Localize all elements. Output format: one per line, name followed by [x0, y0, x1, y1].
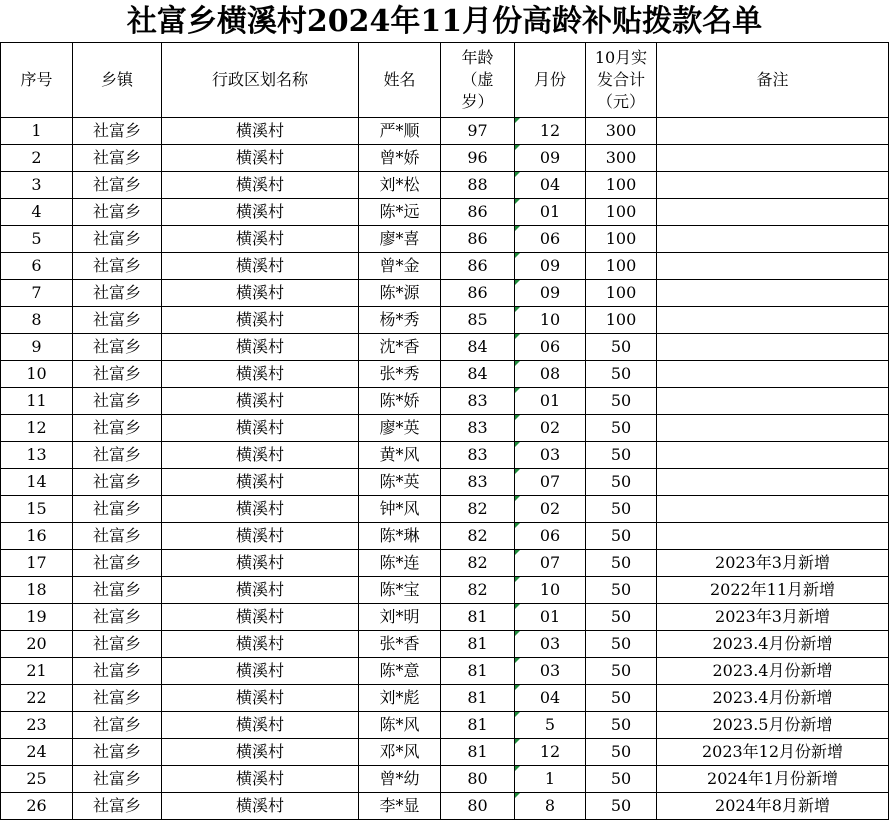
header-name: 姓名: [359, 43, 441, 118]
cell-name: 陈*源: [359, 280, 441, 307]
cell-month: 8: [515, 793, 586, 820]
cell-name: 黄*风: [359, 442, 441, 469]
cell-index: 11: [1, 388, 73, 415]
cell-note: [657, 280, 889, 307]
cell-town: 社富乡: [73, 739, 162, 766]
table-row: [1, 604, 889, 631]
cell-index: 1: [1, 118, 73, 145]
cell-index: 7: [1, 280, 73, 307]
cell-note: [657, 226, 889, 253]
cell-amount: 50: [586, 496, 657, 523]
cell-age: 81: [441, 739, 515, 766]
cell-town: 社富乡: [73, 469, 162, 496]
table-row: [1, 793, 889, 820]
cell-district: 横溪村: [162, 118, 359, 145]
cell-index: 8: [1, 307, 73, 334]
cell-district: 横溪村: [162, 361, 359, 388]
cell-index: 3: [1, 172, 73, 199]
table-row: [1, 253, 889, 280]
cell-town: 社富乡: [73, 307, 162, 334]
cell-district: 横溪村: [162, 415, 359, 442]
cell-district: 横溪村: [162, 253, 359, 280]
cell-town: 社富乡: [73, 415, 162, 442]
header-note: 备注: [657, 43, 889, 118]
cell-amount: 100: [586, 172, 657, 199]
cell-name: 陈*意: [359, 658, 441, 685]
cell-age: 83: [441, 388, 515, 415]
cell-note: [657, 361, 889, 388]
cell-amount: 50: [586, 415, 657, 442]
cell-note: 2023年3月新增: [657, 550, 889, 577]
cell-note: [657, 388, 889, 415]
cell-note: 2023.4月份新增: [657, 658, 889, 685]
table-row: [1, 469, 889, 496]
cell-district: 横溪村: [162, 523, 359, 550]
cell-district: 横溪村: [162, 739, 359, 766]
cell-name: 张*香: [359, 631, 441, 658]
cell-amount: 100: [586, 199, 657, 226]
cell-district: 横溪村: [162, 226, 359, 253]
cell-amount: 50: [586, 523, 657, 550]
cell-note: [657, 118, 889, 145]
table-row: [1, 307, 889, 334]
cell-name: 严*顺: [359, 118, 441, 145]
cell-month: 12: [515, 118, 586, 145]
cell-name: 沈*香: [359, 334, 441, 361]
cell-district: 横溪村: [162, 685, 359, 712]
cell-town: 社富乡: [73, 361, 162, 388]
cell-amount: 50: [586, 388, 657, 415]
document-title: 社富乡横溪村2024年11月份高龄补贴拨款名单: [126, 4, 763, 39]
header-district: 行政区划名称: [162, 43, 359, 118]
cell-index: 15: [1, 496, 73, 523]
table-row: [1, 388, 889, 415]
cell-amount: 300: [586, 145, 657, 172]
cell-district: 横溪村: [162, 388, 359, 415]
cell-month: 07: [515, 469, 586, 496]
cell-age: 80: [441, 793, 515, 820]
cell-note: 2022年11月新增: [657, 577, 889, 604]
cell-month: 06: [515, 226, 586, 253]
cell-name: 廖*喜: [359, 226, 441, 253]
cell-index: 12: [1, 415, 73, 442]
cell-month: 04: [515, 172, 586, 199]
cell-town: 社富乡: [73, 172, 162, 199]
cell-district: 横溪村: [162, 307, 359, 334]
cell-district: 横溪村: [162, 145, 359, 172]
cell-amount: 50: [586, 550, 657, 577]
cell-age: 81: [441, 658, 515, 685]
cell-amount: 50: [586, 334, 657, 361]
cell-town: 社富乡: [73, 118, 162, 145]
cell-age: 86: [441, 253, 515, 280]
cell-amount: 100: [586, 226, 657, 253]
cell-index: 22: [1, 685, 73, 712]
cell-age: 86: [441, 199, 515, 226]
cell-name: 刘*彪: [359, 685, 441, 712]
cell-index: 19: [1, 604, 73, 631]
cell-name: 陈*英: [359, 469, 441, 496]
cell-note: [657, 307, 889, 334]
cell-index: 23: [1, 712, 73, 739]
table-row: [1, 415, 889, 442]
cell-index: 18: [1, 577, 73, 604]
table-body: [1, 118, 889, 820]
cell-amount: 50: [586, 577, 657, 604]
cell-amount: 100: [586, 280, 657, 307]
cell-note: 2023年12月份新增: [657, 739, 889, 766]
cell-name: 邓*风: [359, 739, 441, 766]
cell-amount: 50: [586, 442, 657, 469]
cell-age: 82: [441, 496, 515, 523]
cell-age: 80: [441, 766, 515, 793]
cell-name: 廖*英: [359, 415, 441, 442]
cell-index: 4: [1, 199, 73, 226]
cell-index: 2: [1, 145, 73, 172]
cell-name: 曾*幼: [359, 766, 441, 793]
cell-age: 85: [441, 307, 515, 334]
cell-month: 06: [515, 334, 586, 361]
cell-month: 10: [515, 577, 586, 604]
cell-town: 社富乡: [73, 280, 162, 307]
header-row: [1, 43, 889, 118]
cell-town: 社富乡: [73, 766, 162, 793]
cell-age: 97: [441, 118, 515, 145]
cell-index: 14: [1, 469, 73, 496]
cell-month: 08: [515, 361, 586, 388]
cell-district: 横溪村: [162, 550, 359, 577]
cell-month: 04: [515, 685, 586, 712]
table-row: [1, 145, 889, 172]
cell-town: 社富乡: [73, 226, 162, 253]
cell-name: 陈*远: [359, 199, 441, 226]
cell-month: 06: [515, 523, 586, 550]
cell-name: 李*显: [359, 793, 441, 820]
cell-month: 09: [515, 253, 586, 280]
cell-town: 社富乡: [73, 442, 162, 469]
cell-month: 01: [515, 199, 586, 226]
cell-month: 09: [515, 280, 586, 307]
cell-age: 84: [441, 334, 515, 361]
cell-name: 陈*风: [359, 712, 441, 739]
cell-name: 刘*明: [359, 604, 441, 631]
cell-district: 横溪村: [162, 469, 359, 496]
cell-age: 81: [441, 604, 515, 631]
cell-note: 2023年3月新增: [657, 604, 889, 631]
cell-month: 5: [515, 712, 586, 739]
cell-age: 83: [441, 442, 515, 469]
cell-name: 陈*宝: [359, 577, 441, 604]
cell-district: 横溪村: [162, 766, 359, 793]
cell-note: [657, 496, 889, 523]
cell-note: 2024年8月新增: [657, 793, 889, 820]
cell-amount: 50: [586, 361, 657, 388]
header-month: 月份: [515, 43, 586, 118]
cell-month: 09: [515, 145, 586, 172]
cell-note: [657, 469, 889, 496]
cell-index: 26: [1, 793, 73, 820]
cell-month: 10: [515, 307, 586, 334]
cell-amount: 50: [586, 793, 657, 820]
cell-age: 83: [441, 415, 515, 442]
cell-district: 横溪村: [162, 334, 359, 361]
table-row: [1, 685, 889, 712]
cell-note: [657, 145, 889, 172]
cell-district: 横溪村: [162, 577, 359, 604]
cell-index: 13: [1, 442, 73, 469]
header-age-cell: [441, 43, 515, 118]
cell-age: 86: [441, 280, 515, 307]
cell-note: [657, 442, 889, 469]
cell-note: [657, 415, 889, 442]
cell-district: 横溪村: [162, 631, 359, 658]
cell-town: 社富乡: [73, 523, 162, 550]
cell-town: 社富乡: [73, 388, 162, 415]
header-town: 乡镇: [73, 43, 162, 118]
subsidy-table: [0, 42, 889, 820]
cell-district: 横溪村: [162, 280, 359, 307]
cell-town: 社富乡: [73, 658, 162, 685]
cell-month: 07: [515, 550, 586, 577]
cell-note: [657, 199, 889, 226]
cell-district: 横溪村: [162, 199, 359, 226]
cell-month: 02: [515, 415, 586, 442]
cell-district: 横溪村: [162, 712, 359, 739]
cell-town: 社富乡: [73, 577, 162, 604]
table-row: [1, 523, 889, 550]
cell-name: 钟*风: [359, 496, 441, 523]
cell-amount: 50: [586, 685, 657, 712]
table-row: [1, 199, 889, 226]
cell-name: 张*秀: [359, 361, 441, 388]
cell-note: [657, 523, 889, 550]
cell-amount: 50: [586, 604, 657, 631]
header-index: 序号: [1, 43, 73, 118]
cell-name: 曾*娇: [359, 145, 441, 172]
cell-amount: 100: [586, 253, 657, 280]
cell-month: 1: [515, 766, 586, 793]
cell-district: 横溪村: [162, 658, 359, 685]
cell-name: 陈*琳: [359, 523, 441, 550]
cell-town: 社富乡: [73, 550, 162, 577]
table-row: [1, 712, 889, 739]
cell-town: 社富乡: [73, 496, 162, 523]
cell-month: 01: [515, 388, 586, 415]
cell-district: 横溪村: [162, 793, 359, 820]
table-row: [1, 118, 889, 145]
cell-amount: 50: [586, 766, 657, 793]
table-row: [1, 334, 889, 361]
cell-name: 陈*连: [359, 550, 441, 577]
cell-note: [657, 334, 889, 361]
cell-age: 88: [441, 172, 515, 199]
table-row: [1, 631, 889, 658]
table-row: [1, 577, 889, 604]
cell-district: 横溪村: [162, 604, 359, 631]
table-row: [1, 550, 889, 577]
cell-index: 17: [1, 550, 73, 577]
header-amount: 10月实发合计（元）: [594, 48, 648, 111]
cell-name: 刘*松: [359, 172, 441, 199]
cell-month: 01: [515, 604, 586, 631]
cell-month: 03: [515, 631, 586, 658]
cell-index: 5: [1, 226, 73, 253]
cell-amount: 50: [586, 712, 657, 739]
cell-age: 82: [441, 577, 515, 604]
cell-amount: 300: [586, 118, 657, 145]
cell-age: 81: [441, 685, 515, 712]
cell-age: 81: [441, 631, 515, 658]
cell-index: 24: [1, 739, 73, 766]
cell-amount: 50: [586, 739, 657, 766]
cell-town: 社富乡: [73, 604, 162, 631]
cell-note: [657, 253, 889, 280]
header-age: 年龄（虚岁）: [461, 48, 494, 111]
cell-index: 6: [1, 253, 73, 280]
cell-district: 横溪村: [162, 496, 359, 523]
cell-index: 20: [1, 631, 73, 658]
table-row: [1, 739, 889, 766]
cell-index: 9: [1, 334, 73, 361]
cell-amount: 50: [586, 469, 657, 496]
cell-amount: 50: [586, 658, 657, 685]
cell-town: 社富乡: [73, 253, 162, 280]
cell-age: 81: [441, 712, 515, 739]
cell-age: 83: [441, 469, 515, 496]
cell-index: 16: [1, 523, 73, 550]
cell-index: 21: [1, 658, 73, 685]
cell-age: 82: [441, 550, 515, 577]
table-row: [1, 280, 889, 307]
cell-age: 86: [441, 226, 515, 253]
cell-amount: 100: [586, 307, 657, 334]
cell-age: 96: [441, 145, 515, 172]
cell-town: 社富乡: [73, 712, 162, 739]
cell-index: 10: [1, 361, 73, 388]
cell-month: 03: [515, 442, 586, 469]
cell-town: 社富乡: [73, 334, 162, 361]
cell-town: 社富乡: [73, 199, 162, 226]
table-row: [1, 658, 889, 685]
cell-month: 02: [515, 496, 586, 523]
cell-note: 2023.4月份新增: [657, 685, 889, 712]
cell-age: 82: [441, 523, 515, 550]
table-row: [1, 496, 889, 523]
cell-district: 横溪村: [162, 442, 359, 469]
header-amount-cell: [586, 43, 657, 118]
table-row: [1, 766, 889, 793]
cell-town: 社富乡: [73, 631, 162, 658]
cell-town: 社富乡: [73, 145, 162, 172]
cell-month: 03: [515, 658, 586, 685]
cell-note: 2023.4月份新增: [657, 631, 889, 658]
table-row: [1, 361, 889, 388]
cell-amount: 50: [586, 631, 657, 658]
cell-name: 曾*金: [359, 253, 441, 280]
cell-name: 杨*秀: [359, 307, 441, 334]
cell-town: 社富乡: [73, 685, 162, 712]
cell-note: 2024年1月份新增: [657, 766, 889, 793]
cell-month: 12: [515, 739, 586, 766]
cell-note: [657, 172, 889, 199]
cell-index: 25: [1, 766, 73, 793]
cell-district: 横溪村: [162, 172, 359, 199]
cell-age: 84: [441, 361, 515, 388]
cell-name: 陈*娇: [359, 388, 441, 415]
table-row: [1, 172, 889, 199]
cell-note: 2023.5月份新增: [657, 712, 889, 739]
table-row: [1, 226, 889, 253]
table-row: [1, 442, 889, 469]
cell-town: 社富乡: [73, 793, 162, 820]
